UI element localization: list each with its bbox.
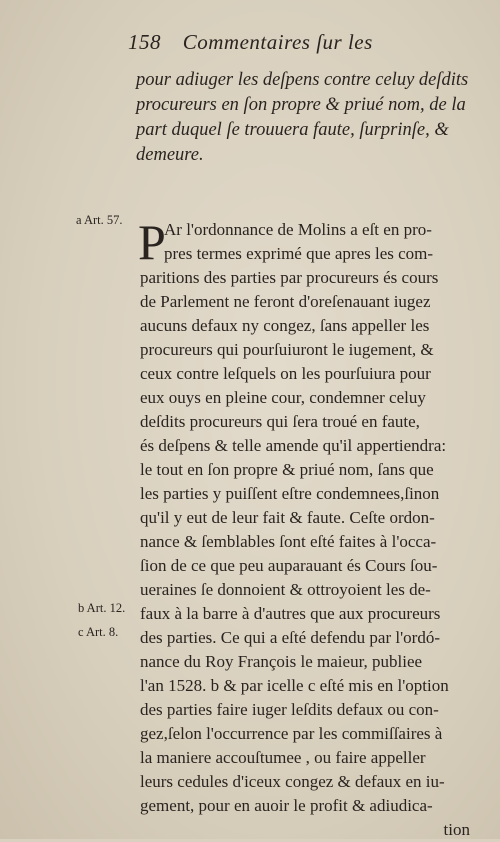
body-line: eux ouys en pleine cour, condemner celuy xyxy=(140,388,426,407)
body-line: deſdits procureurs qui ſera troué en faute, xyxy=(140,412,420,431)
body-text xyxy=(138,214,476,842)
body-line: ſion de ce que peu auparauant és Cours ſou- xyxy=(140,556,438,575)
body-line: des parties. Ce qui a eſté defendu par l'ordó- xyxy=(140,628,440,647)
body-line: ueraines ſe donnoient & ottroyoient les de- xyxy=(140,580,431,599)
heading-line: procureurs en ſon propre & priué nom, de la xyxy=(136,95,466,115)
running-header xyxy=(128,30,468,55)
heading-line: demeure. xyxy=(136,145,204,165)
body-line: leurs cedules d'iceux congez & defaux en iu- xyxy=(140,772,445,791)
body-line: paritions des parties par procureurs és cours xyxy=(140,268,439,287)
page-number: 158 xyxy=(128,30,161,54)
body-line: gez,ſelon l'occurrence par les commiſſaires à xyxy=(140,724,443,743)
heading-line: part duquel ſe trouuera faute, ſurprinſe, & xyxy=(136,120,449,140)
body-line: Ar l'ordonnance de Molins a eſt en pro- xyxy=(164,220,432,239)
body-line: nance & ſemblables ſont eſté faites à l'occa- xyxy=(140,532,437,551)
body-line: pres termes exprimé que apres les com- xyxy=(164,244,434,263)
body-line: le tout en ſon propre & priué nom, ſans que xyxy=(140,460,434,479)
body-line: qu'il y eut de leur fait & faute. Ceſte ordon- xyxy=(140,508,435,527)
body-line: procureurs qui pourſuiuront le iugement, & xyxy=(140,340,434,359)
body-line: les parties y puiſſent eſtre condemnees,ſinon xyxy=(140,484,440,503)
body-line: tion xyxy=(443,820,470,839)
italic-heading xyxy=(136,68,476,168)
body-line: la maniere accouſtumee , ou faire appeller xyxy=(140,748,426,767)
body-line: faux à la barre à d'autres que aux procureurs xyxy=(140,604,441,623)
heading-line: pour adiuger les deſpens contre celuy deſdits xyxy=(136,70,469,90)
margin-note-c: c Art. 8. xyxy=(78,625,119,639)
body-line: des parties faire iuger leſdits defaux ou con- xyxy=(140,700,439,719)
body-line: nance du Roy François le maieur, publiee xyxy=(140,652,423,671)
body-line: l'an 1528. b & par icelle c eſté mis en l'option xyxy=(140,676,449,695)
body-line: aucuns defaux ny congez, ſans appeller les xyxy=(140,316,430,335)
body-line: de Parlement ne feront d'oreſenauant iugez xyxy=(140,292,431,311)
margin-note-a: a Art. 57. xyxy=(76,213,123,227)
body-line: gement, pour en auoir le profit & adiudica- xyxy=(140,796,433,815)
margin-note-b: b Art. 12. xyxy=(78,601,126,615)
body-line: ceux contre leſquels on les pourſuiura pour xyxy=(140,364,431,383)
running-title: Commentaires ſur les xyxy=(182,30,373,54)
drop-cap: P xyxy=(138,214,166,270)
body-line: és deſpens & telle amende qu'il appertiendra: xyxy=(140,436,447,455)
